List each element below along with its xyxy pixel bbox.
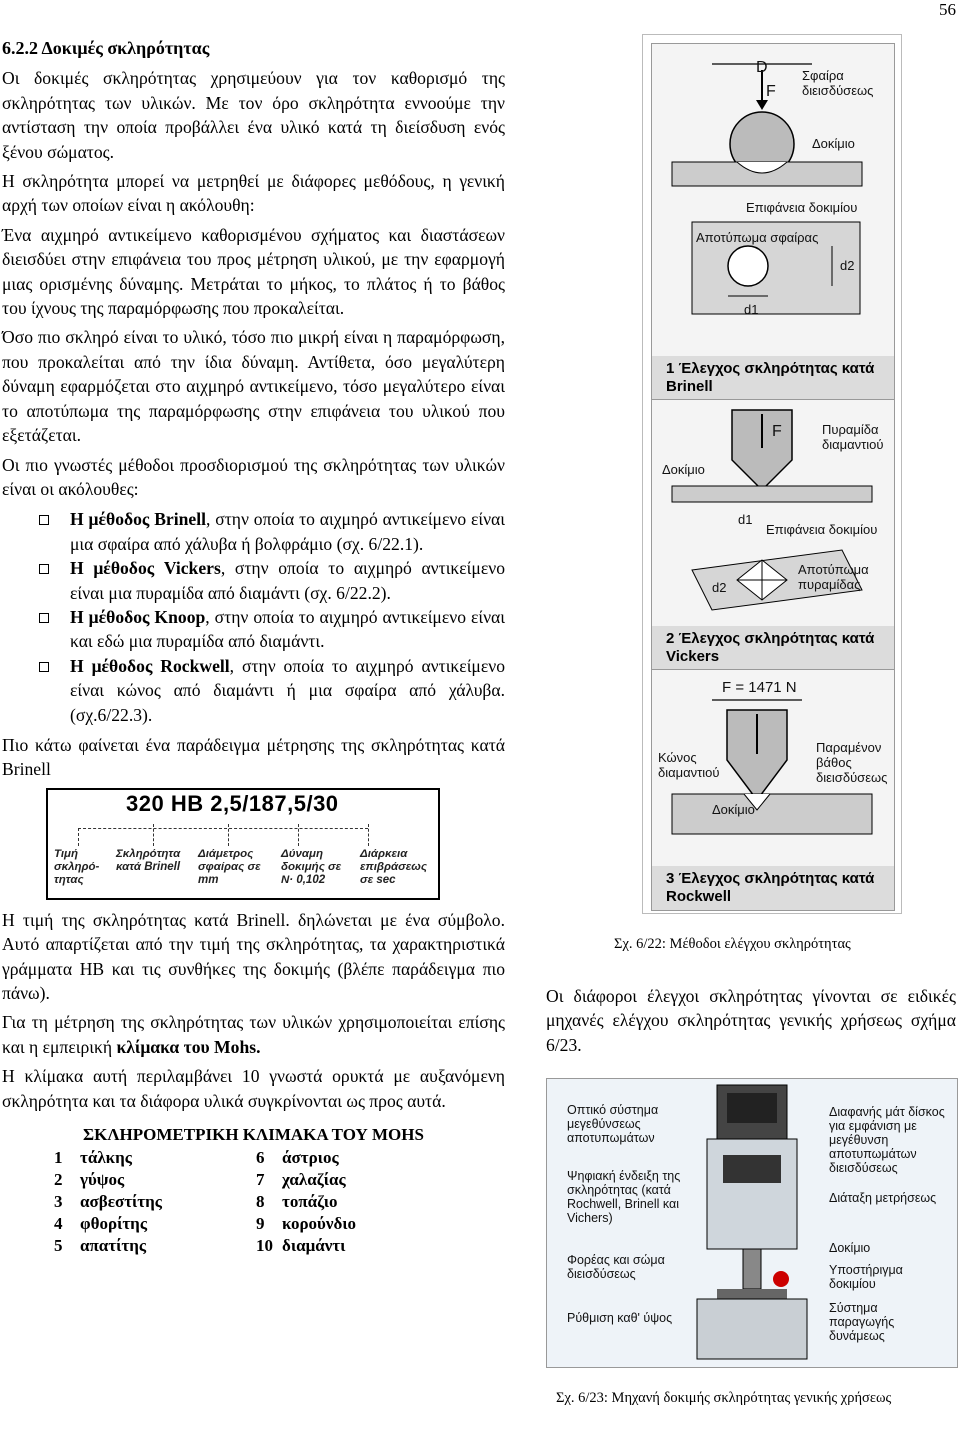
paragraph-brinell-value: Η τιμή της σκληρότητας κατά Brinell. δηλώνεται με ένα σύμβολο. Αυτό απαρτίζεται από την τιμή της σκληρότητας, τα χαρακτηριστικά γράμματα HB και τις συνθήκες της δοκιμής (βλέπε παράδειγμα πιο πάνω). (2, 909, 505, 1003)
checkbox-bullet-icon (39, 613, 49, 623)
list-item: Η μέθοδος Brinell, στην οποία το αιχμηρό αντικείμενο είναι μια σφαίρα από χάλυβα ή βολφράμιο (σχ. 6/22.1). (2, 507, 505, 556)
table-row: 1 τάλκης 6 άστριος (54, 1148, 339, 1168)
checkbox-bullet-icon (39, 515, 49, 525)
vickers-label-specimen: Δοκίμιο (662, 462, 705, 477)
section-title: 6.2.2 Δοκιμές σκληρότητας (2, 38, 210, 58)
figure-hardness-methods (642, 34, 902, 914)
paragraph-machines: Οι διάφοροι έλεγχοι σκληρότητας γίνονται σε ειδικές μηχανές ελέγχου σκληρότητας γενικής χρήσεως σχήμα 6/23. (546, 986, 956, 1055)
brinell-label-surface: Επιφάνεια δοκιμίου (746, 200, 858, 215)
machine-label-support: Υποστήριγμα δοκιμίου (829, 1263, 903, 1291)
vickers-label-imprint: Αποτύπωμα πυραμίδας (798, 562, 869, 592)
paragraph-methods-intro: Η σκληρότητα μπορεί να μετρηθεί με διάφορες μεθόδους, η γενική αρχή των οποίων είναι η ακόλουθη: (2, 171, 505, 216)
vickers-label-f: F (772, 423, 782, 440)
label-hb: Σκληρότητα κατά Brinell (116, 847, 181, 873)
checkbox-bullet-icon (39, 662, 49, 672)
paragraph-mohs-scale: Η κλίμακα αυτή περιλαμβάνει 10 γνωστά ορυκτά με αυξανόμενη σκληρότητα και τα διάφορα υλικά συγκρίνονται ως προς αυτά. (2, 1066, 505, 1111)
brinell-label-specimen: Δοκίμιο (812, 136, 855, 151)
panel-brinell (651, 43, 895, 401)
left-column (2, 36, 505, 1257)
brinell-title: 1 Έλεγχος σκληρότητας κατά Brinell (652, 356, 894, 400)
vickers-label-d2: d2 (712, 580, 727, 595)
vickers-label-pyramid: Πυραμίδα διαμαντιού (822, 422, 884, 452)
paragraph-intro: Οι δοκιμές σκληρότητας χρησιμεύουν για τον καθορισμό της σκληρότητας των υλικών. Με τον όρο σκληρότητα εννοούμε την αντίσταση την οποία προβάλλει ένα υλικό κατά τη διείσδυση ενός ξένου σώματος. (2, 68, 505, 162)
brinell-label-ball: Σφαίρα διεισδύσεως (802, 68, 874, 98)
rockwell-label-specimen: Δοκίμιο (712, 802, 755, 817)
panel-rockwell (651, 669, 895, 911)
table-row: 3 ασβεστίτης 8 τοπάζιο (54, 1192, 338, 1212)
rockwell-label-force: F = 1471 N (722, 679, 797, 696)
label-diameter: Διάμετρος σφαίρας σε mm (198, 847, 261, 886)
rockwell-label-depth: Παραμένον βάθος διεισδύσεως (816, 740, 888, 785)
list-item: Η μέθοδος Rockwell, στην οποία το αιχμηρό αντικείμενο είναι κώνος από διαμάντι ή μια σφαίρα από χάλυβα.(σχ.6/22.3). (2, 654, 505, 727)
label-hardness-value: Τιμή σκληρό-τητας (54, 847, 100, 886)
rockwell-title: 3 Έλεγχος σκληρότητας κατά Rockwell (652, 866, 894, 910)
paragraph-hardness-relation: Όσο πιο σκληρό είναι το υλικό, τόσο πιο μικρή είναι η παραμόρφωση, που προκαλείται από την ίδια δύναμη. Αντίθετα, όσο μεγαλύτερη δύναμη εφαρμόζεται στο αιχμηρό αντικείμενο, τόσο μεγαλύτερο είναι το αποτύπωμα της παραμόρφωσης στην επιφάνεια του υλικού που εξετάζεται. (2, 327, 505, 446)
machine-label-screen: Διαφανής μάτ δίσκος για εμφάνιση με μεγέθυνση αποτυπωμάτων διεισδύσεως (829, 1105, 945, 1175)
brinell-label-d1: d1 (744, 302, 759, 317)
figure-hardness-machine (546, 1078, 958, 1368)
paragraph-example-intro: Πιο κάτω φαίνεται ένα παράδειγμα μέτρησης της σκληρότητας κατά Brinell (2, 734, 505, 780)
figure-623-caption: Σχ. 6/23: Μηχανή δοκιμής σκληρότητας γενικής χρήσεως (556, 1390, 892, 1406)
machine-label-height: Ρύθμιση καθ' ύψος (567, 1311, 673, 1325)
list-item: Η μέθοδος Vickers, στην οποία το αιχμηρό αντικείμενο είναι μια πυραμίδα από διαμάντι (σχ. 6/22.2). (2, 556, 505, 605)
vickers-title: 2 Έλεγχος σκληρότητας κατά Vickers (652, 626, 894, 670)
figure-622-caption: Σχ. 6/22: Μέθοδοι ελέγχου σκληρότητας (614, 936, 851, 952)
paragraph-principle: Ένα αιχμηρό αντικείμενο καθορισμένου σχήματος και διαστάσεων διεισδύει στην επιφάνεια του προς μέτρηση υλικού, με την εφαρμογή μιας ορισμένης δύναμης. Μετράται το μήκος, το πλάτος ή το βάθος του ίχνους της παραμόρφωσης που προκαλείται. (2, 224, 505, 319)
vickers-label-surface: Επιφάνεια δοκιμίου (766, 522, 878, 537)
table-row: 5 απατίτης 10 διαμάντι (54, 1236, 346, 1256)
table-row: 2 γύψος 7 χαλαζίας (54, 1170, 346, 1190)
brinell-notation-box (46, 788, 440, 900)
machine-label-measuring: Διάταξη μετρήσεως (829, 1191, 937, 1205)
machine-label-optics: Οπτικό σύστημα μεγεθύνσεως αποτυπωμάτων (567, 1103, 659, 1145)
page-number: 56 (939, 0, 956, 19)
vickers-label-d1: d1 (738, 512, 753, 527)
brinell-label-imprint: Αποτύπωμα σφαίρας (696, 230, 819, 245)
brinell-label-d2: d2 (840, 258, 855, 273)
paragraph-known-methods: Οι πιο γνωστές μέθοδοι προσδιορισμού της σκληρότητας των υλικών είναι οι ακόλουθες: (2, 454, 505, 499)
list-item: Η μέθοδος Knoop, στην οποία το αιχμηρό αντικείμενο είναι και εδώ μια πυραμίδα από διαμάντι. (2, 605, 505, 654)
methods-list (2, 507, 505, 727)
table-row: 4 φθορίτης 9 κορούνδιο (54, 1214, 357, 1234)
machine-label-display: Ψηφιακή ένδειξη της σκληρότητας (κατά Rochwell, Brinell και Vichers) (567, 1169, 681, 1225)
panel-vickers (651, 399, 895, 671)
machine-label-force: Σύστημα παραγωγής δυνάμεως (829, 1301, 895, 1343)
checkbox-bullet-icon (39, 564, 49, 574)
brinell-label-f: F (766, 83, 776, 100)
brinell-label-d: D (756, 59, 768, 76)
brinell-notation-value: 320 HB 2,5/187,5/30 (126, 790, 339, 816)
paragraph-mohs: Για τη μέτρηση της σκληρότητας των υλικών χρησιμοποιείται επίσης και η εμπειρική κλίμακα του Mohs. (2, 1012, 505, 1057)
rockwell-label-cone: Κώνος διαμαντιού (658, 750, 720, 780)
label-duration: Διάρκεια επιβράσεως σε sec (360, 847, 427, 886)
machine-label-indenter: Φορέας και σώμα διεισδύσεως (567, 1253, 665, 1281)
machine-label-specimen: Δοκίμιο (829, 1241, 871, 1255)
label-force: Δύναμη δοκιμής σε Ν· 0,102 (281, 847, 342, 886)
mohs-table (54, 1147, 356, 1257)
mohs-title: ΣΚΛΗΡΟΜΕΤΡΙΚΗ ΚΛΙΜΑΚΑ ΤΟΥ MOHS (83, 1125, 424, 1145)
